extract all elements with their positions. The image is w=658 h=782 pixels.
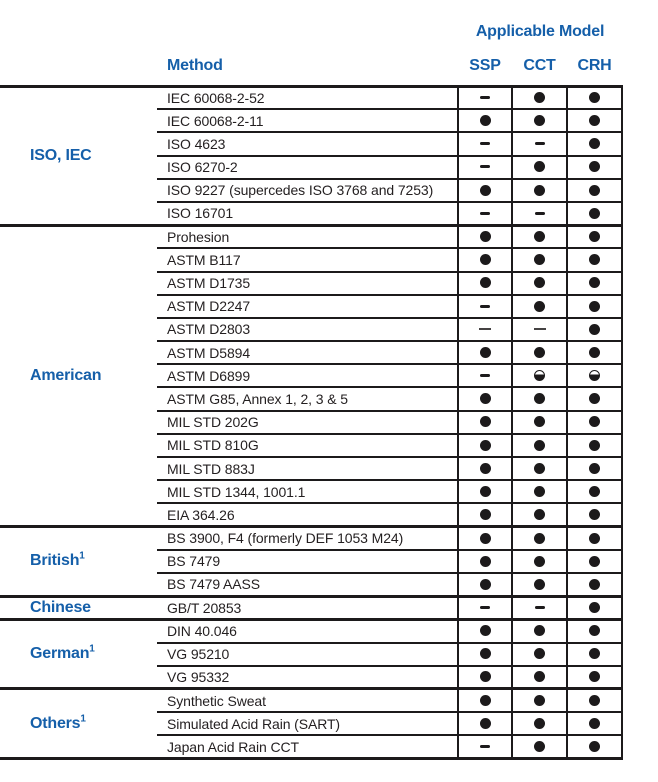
filled-circle-icon — [534, 463, 545, 474]
footnote-marker: 1 — [89, 643, 95, 655]
mark-cell-ssp — [458, 295, 512, 318]
filled-circle-icon — [589, 556, 600, 567]
filled-circle-icon — [480, 115, 491, 126]
mark-cell-ssp — [458, 735, 512, 758]
dash-icon — [480, 142, 490, 145]
filled-circle-icon — [480, 509, 491, 520]
mark-cell-crh — [567, 341, 622, 364]
half-filled-circle-icon — [589, 370, 601, 382]
dash-icon — [480, 212, 490, 215]
dash-icon — [480, 305, 490, 308]
mark-cell-crh — [567, 132, 622, 155]
mark-cell-cct — [512, 248, 567, 271]
table-header — [0, 0, 622, 86]
footnote-marker: 1 — [79, 551, 85, 563]
mark-cell-crh — [567, 179, 622, 202]
filled-circle-icon — [534, 556, 545, 567]
filled-circle-icon — [480, 347, 491, 358]
mark-cell-ssp — [458, 480, 512, 503]
mark-cell-crh — [567, 272, 622, 295]
mark-cell-crh — [567, 457, 622, 480]
filled-circle-icon — [589, 648, 600, 659]
filled-circle-icon — [480, 440, 491, 451]
mark-cell-ssp — [458, 272, 512, 295]
mark-cell-crh — [567, 434, 622, 457]
filled-circle-icon — [589, 416, 600, 427]
filled-circle-icon — [480, 486, 491, 497]
half-filled-circle-icon — [534, 370, 546, 382]
header-row-applicable-model — [0, 0, 622, 48]
method-cell: BS 7479 — [157, 550, 458, 573]
filled-circle-icon — [480, 718, 491, 729]
filled-circle-icon — [480, 231, 491, 242]
filled-circle-icon — [589, 185, 600, 196]
filled-circle-icon — [534, 161, 545, 172]
mark-cell-crh — [567, 109, 622, 132]
filled-circle-icon — [534, 301, 545, 312]
mark-cell-crh — [567, 387, 622, 410]
filled-circle-icon — [480, 648, 491, 659]
en-dash-icon — [479, 328, 491, 330]
filled-circle-icon — [534, 695, 545, 706]
mark-cell-crh — [567, 248, 622, 271]
group-label-british: British$^1$ — [0, 527, 157, 597]
method-cell: MIL STD 202G — [157, 411, 458, 434]
method-cell: GB/T 20853 — [157, 596, 458, 619]
header-row-columns — [0, 48, 622, 86]
mark-cell-ssp — [458, 318, 512, 341]
filled-circle-icon — [534, 718, 545, 729]
applicable-model-title: Applicable Model — [475, 23, 605, 40]
filled-circle-icon — [589, 254, 600, 265]
method-cell: ASTM D2247 — [157, 295, 458, 318]
filled-circle-icon — [589, 138, 600, 149]
en-dash-icon — [534, 328, 546, 330]
filled-circle-icon — [480, 533, 491, 544]
filled-circle-icon — [534, 347, 545, 358]
mark-cell-ssp — [458, 573, 512, 596]
filled-circle-icon — [589, 741, 600, 752]
mark-cell-crh — [567, 573, 622, 596]
filled-circle-icon — [480, 695, 491, 706]
mark-cell-ssp — [458, 527, 512, 550]
mark-cell-crh — [567, 666, 622, 689]
method-cell: ASTM D5894 — [157, 341, 458, 364]
mark-cell-ssp — [458, 596, 512, 619]
table-row — [0, 225, 622, 248]
filled-circle-icon — [534, 486, 545, 497]
method-cell: ISO 16701 — [157, 202, 458, 225]
mark-cell-ssp — [458, 202, 512, 225]
mark-cell-crh — [567, 689, 622, 712]
method-cell: MIL STD 883J — [157, 457, 458, 480]
table-row — [0, 596, 622, 619]
filled-circle-icon — [534, 671, 545, 682]
mark-cell-crh — [567, 643, 622, 666]
filled-circle-icon — [534, 509, 545, 520]
column-header-crh: CRH — [577, 57, 612, 75]
filled-circle-icon — [480, 556, 491, 567]
filled-circle-icon — [589, 718, 600, 729]
filled-circle-icon — [480, 579, 491, 590]
mark-cell-ssp — [458, 411, 512, 434]
filled-circle-icon — [534, 533, 545, 544]
filled-circle-icon — [534, 393, 545, 404]
methods-table-body — [0, 86, 622, 758]
filled-circle-icon — [534, 254, 545, 265]
group-label-chinese: Chinese — [0, 596, 157, 619]
mark-cell-cct — [512, 156, 567, 179]
mark-cell-cct — [512, 318, 567, 341]
mark-cell-crh — [567, 527, 622, 550]
filled-circle-icon — [480, 277, 491, 288]
method-cell: Simulated Acid Rain (SART) — [157, 712, 458, 735]
filled-circle-icon — [480, 393, 491, 404]
method-cell: BS 3900, F4 (formerly DEF 1053 M24) — [157, 527, 458, 550]
method-cell: ISO 6270-2 — [157, 156, 458, 179]
mark-cell-ssp — [458, 132, 512, 155]
mark-cell-cct — [512, 202, 567, 225]
mark-cell-cct — [512, 341, 567, 364]
dash-icon — [480, 165, 490, 168]
filled-circle-icon — [589, 231, 600, 242]
method-cell: ASTM D1735 — [157, 272, 458, 295]
mark-cell-ssp — [458, 503, 512, 526]
method-cell: VG 95332 — [157, 666, 458, 689]
mark-cell-cct — [512, 364, 567, 387]
group-label-german: German$^1$ — [0, 619, 157, 689]
header-spacer — [0, 48, 157, 86]
method-cell: Synthetic Sweat — [157, 689, 458, 712]
mark-cell-cct — [512, 132, 567, 155]
mark-cell-ssp — [458, 457, 512, 480]
mark-cell-cct — [512, 503, 567, 526]
mark-cell-ssp — [458, 666, 512, 689]
filled-circle-icon — [480, 463, 491, 474]
mark-cell-ssp — [458, 109, 512, 132]
method-cell: Japan Acid Rain CCT — [157, 735, 458, 758]
filled-circle-icon — [589, 671, 600, 682]
method-cell: MIL STD 810G — [157, 434, 458, 457]
mark-cell-ssp — [458, 341, 512, 364]
filled-circle-icon — [534, 185, 545, 196]
mark-cell-cct — [512, 619, 567, 642]
filled-circle-icon — [480, 625, 491, 636]
mark-cell-cct — [512, 272, 567, 295]
table-row — [0, 527, 622, 550]
mark-cell-cct — [512, 434, 567, 457]
method-cell: IEC 60068-2-52 — [157, 86, 458, 109]
mark-cell-ssp — [458, 434, 512, 457]
filled-circle-icon — [534, 579, 545, 590]
mark-cell-cct — [512, 480, 567, 503]
mark-cell-ssp — [458, 225, 512, 248]
mark-cell-cct — [512, 573, 567, 596]
column-header-ssp: SSP — [469, 57, 501, 75]
column-header-cct: CCT — [523, 57, 556, 75]
filled-circle-icon — [589, 324, 600, 335]
mark-cell-cct — [512, 109, 567, 132]
filled-circle-icon — [589, 347, 600, 358]
mark-cell-crh — [567, 202, 622, 225]
method-cell: ASTM G85, Annex 1, 2, 3 & 5 — [157, 387, 458, 410]
method-cell: ASTM D2803 — [157, 318, 458, 341]
mark-cell-crh — [567, 156, 622, 179]
filled-circle-icon — [589, 301, 600, 312]
mark-cell-crh — [567, 735, 622, 758]
mark-cell-ssp — [458, 387, 512, 410]
mark-cell-crh — [567, 712, 622, 735]
mark-cell-cct — [512, 457, 567, 480]
dash-icon — [535, 212, 545, 215]
mark-cell-ssp — [458, 550, 512, 573]
mark-cell-crh — [567, 596, 622, 619]
method-cell: MIL STD 1344, 1001.1 — [157, 480, 458, 503]
filled-circle-icon — [589, 393, 600, 404]
mark-cell-cct — [512, 86, 567, 109]
method-cell: Prohesion — [157, 225, 458, 248]
filled-circle-icon — [534, 741, 545, 752]
filled-circle-icon — [589, 486, 600, 497]
method-cell: ISO 4623 — [157, 132, 458, 155]
method-cell: ISO 9227 (supercedes ISO 3768 and 7253) — [157, 179, 458, 202]
mark-cell-cct — [512, 596, 567, 619]
filled-circle-icon — [534, 440, 545, 451]
filled-circle-icon — [589, 277, 600, 288]
filled-circle-icon — [589, 695, 600, 706]
method-cell: VG 95210 — [157, 643, 458, 666]
filled-circle-icon — [589, 579, 600, 590]
dash-icon — [480, 745, 490, 748]
filled-circle-icon — [534, 416, 545, 427]
filled-circle-icon — [534, 115, 545, 126]
filled-circle-icon — [534, 648, 545, 659]
group-label-american: American — [0, 225, 157, 526]
mark-cell-cct — [512, 179, 567, 202]
filled-circle-icon — [589, 208, 600, 219]
mark-cell-cct — [512, 411, 567, 434]
dash-icon — [480, 606, 490, 609]
filled-circle-icon — [589, 625, 600, 636]
filled-circle-icon — [589, 602, 600, 613]
group-label-iso-iec: ISO, IEC — [0, 86, 157, 225]
filled-circle-icon — [589, 440, 600, 451]
table-row — [0, 619, 622, 642]
mark-cell-crh — [567, 225, 622, 248]
mark-cell-crh — [567, 550, 622, 573]
filled-circle-icon — [480, 185, 491, 196]
mark-cell-crh — [567, 503, 622, 526]
mark-cell-cct — [512, 387, 567, 410]
filled-circle-icon — [589, 92, 600, 103]
mark-cell-cct — [512, 666, 567, 689]
mark-cell-crh — [567, 411, 622, 434]
filled-circle-icon — [480, 254, 491, 265]
table-row — [0, 689, 622, 712]
method-cell: ASTM D6899 — [157, 364, 458, 387]
mark-cell-ssp — [458, 712, 512, 735]
mark-cell-ssp — [458, 364, 512, 387]
filled-circle-icon — [534, 92, 545, 103]
mark-cell-crh — [567, 318, 622, 341]
mark-cell-cct — [512, 295, 567, 318]
mark-cell-cct — [512, 689, 567, 712]
dash-icon — [535, 606, 545, 609]
mark-cell-cct — [512, 643, 567, 666]
filled-circle-icon — [589, 161, 600, 172]
mark-cell-crh — [567, 295, 622, 318]
dash-icon — [480, 374, 490, 377]
mark-cell-cct — [512, 527, 567, 550]
mark-cell-ssp — [458, 619, 512, 642]
method-cell: IEC 60068-2-11 — [157, 109, 458, 132]
filled-circle-icon — [534, 277, 545, 288]
mark-cell-ssp — [458, 156, 512, 179]
dash-icon — [480, 96, 490, 99]
mark-cell-crh — [567, 480, 622, 503]
mark-cell-ssp — [458, 643, 512, 666]
mark-cell-cct — [512, 735, 567, 758]
filled-circle-icon — [589, 463, 600, 474]
header-spacer — [0, 0, 458, 48]
footnote-marker: 1 — [80, 713, 86, 725]
method-cell: ASTM B117 — [157, 248, 458, 271]
filled-circle-icon — [480, 671, 491, 682]
filled-circle-icon — [480, 416, 491, 427]
table-row — [0, 86, 622, 109]
filled-circle-icon — [534, 231, 545, 242]
mark-cell-ssp — [458, 248, 512, 271]
mark-cell-crh — [567, 364, 622, 387]
mark-cell-ssp — [458, 86, 512, 109]
method-cell: DIN 40.046 — [157, 619, 458, 642]
filled-circle-icon — [589, 115, 600, 126]
mark-cell-cct — [512, 225, 567, 248]
filled-circle-icon — [534, 625, 545, 636]
mark-cell-ssp — [458, 179, 512, 202]
dash-icon — [535, 142, 545, 145]
method-column-header: Method — [167, 57, 223, 75]
mark-cell-crh — [567, 619, 622, 642]
mark-cell-ssp — [458, 689, 512, 712]
mark-cell-cct — [512, 550, 567, 573]
method-cell: EIA 364.26 — [157, 503, 458, 526]
mark-cell-crh — [567, 86, 622, 109]
filled-circle-icon — [589, 509, 600, 520]
filled-circle-icon — [589, 533, 600, 544]
mark-cell-cct — [512, 712, 567, 735]
group-label-others: Others$^1$ — [0, 689, 157, 759]
method-cell: BS 7479 AASS — [157, 573, 458, 596]
